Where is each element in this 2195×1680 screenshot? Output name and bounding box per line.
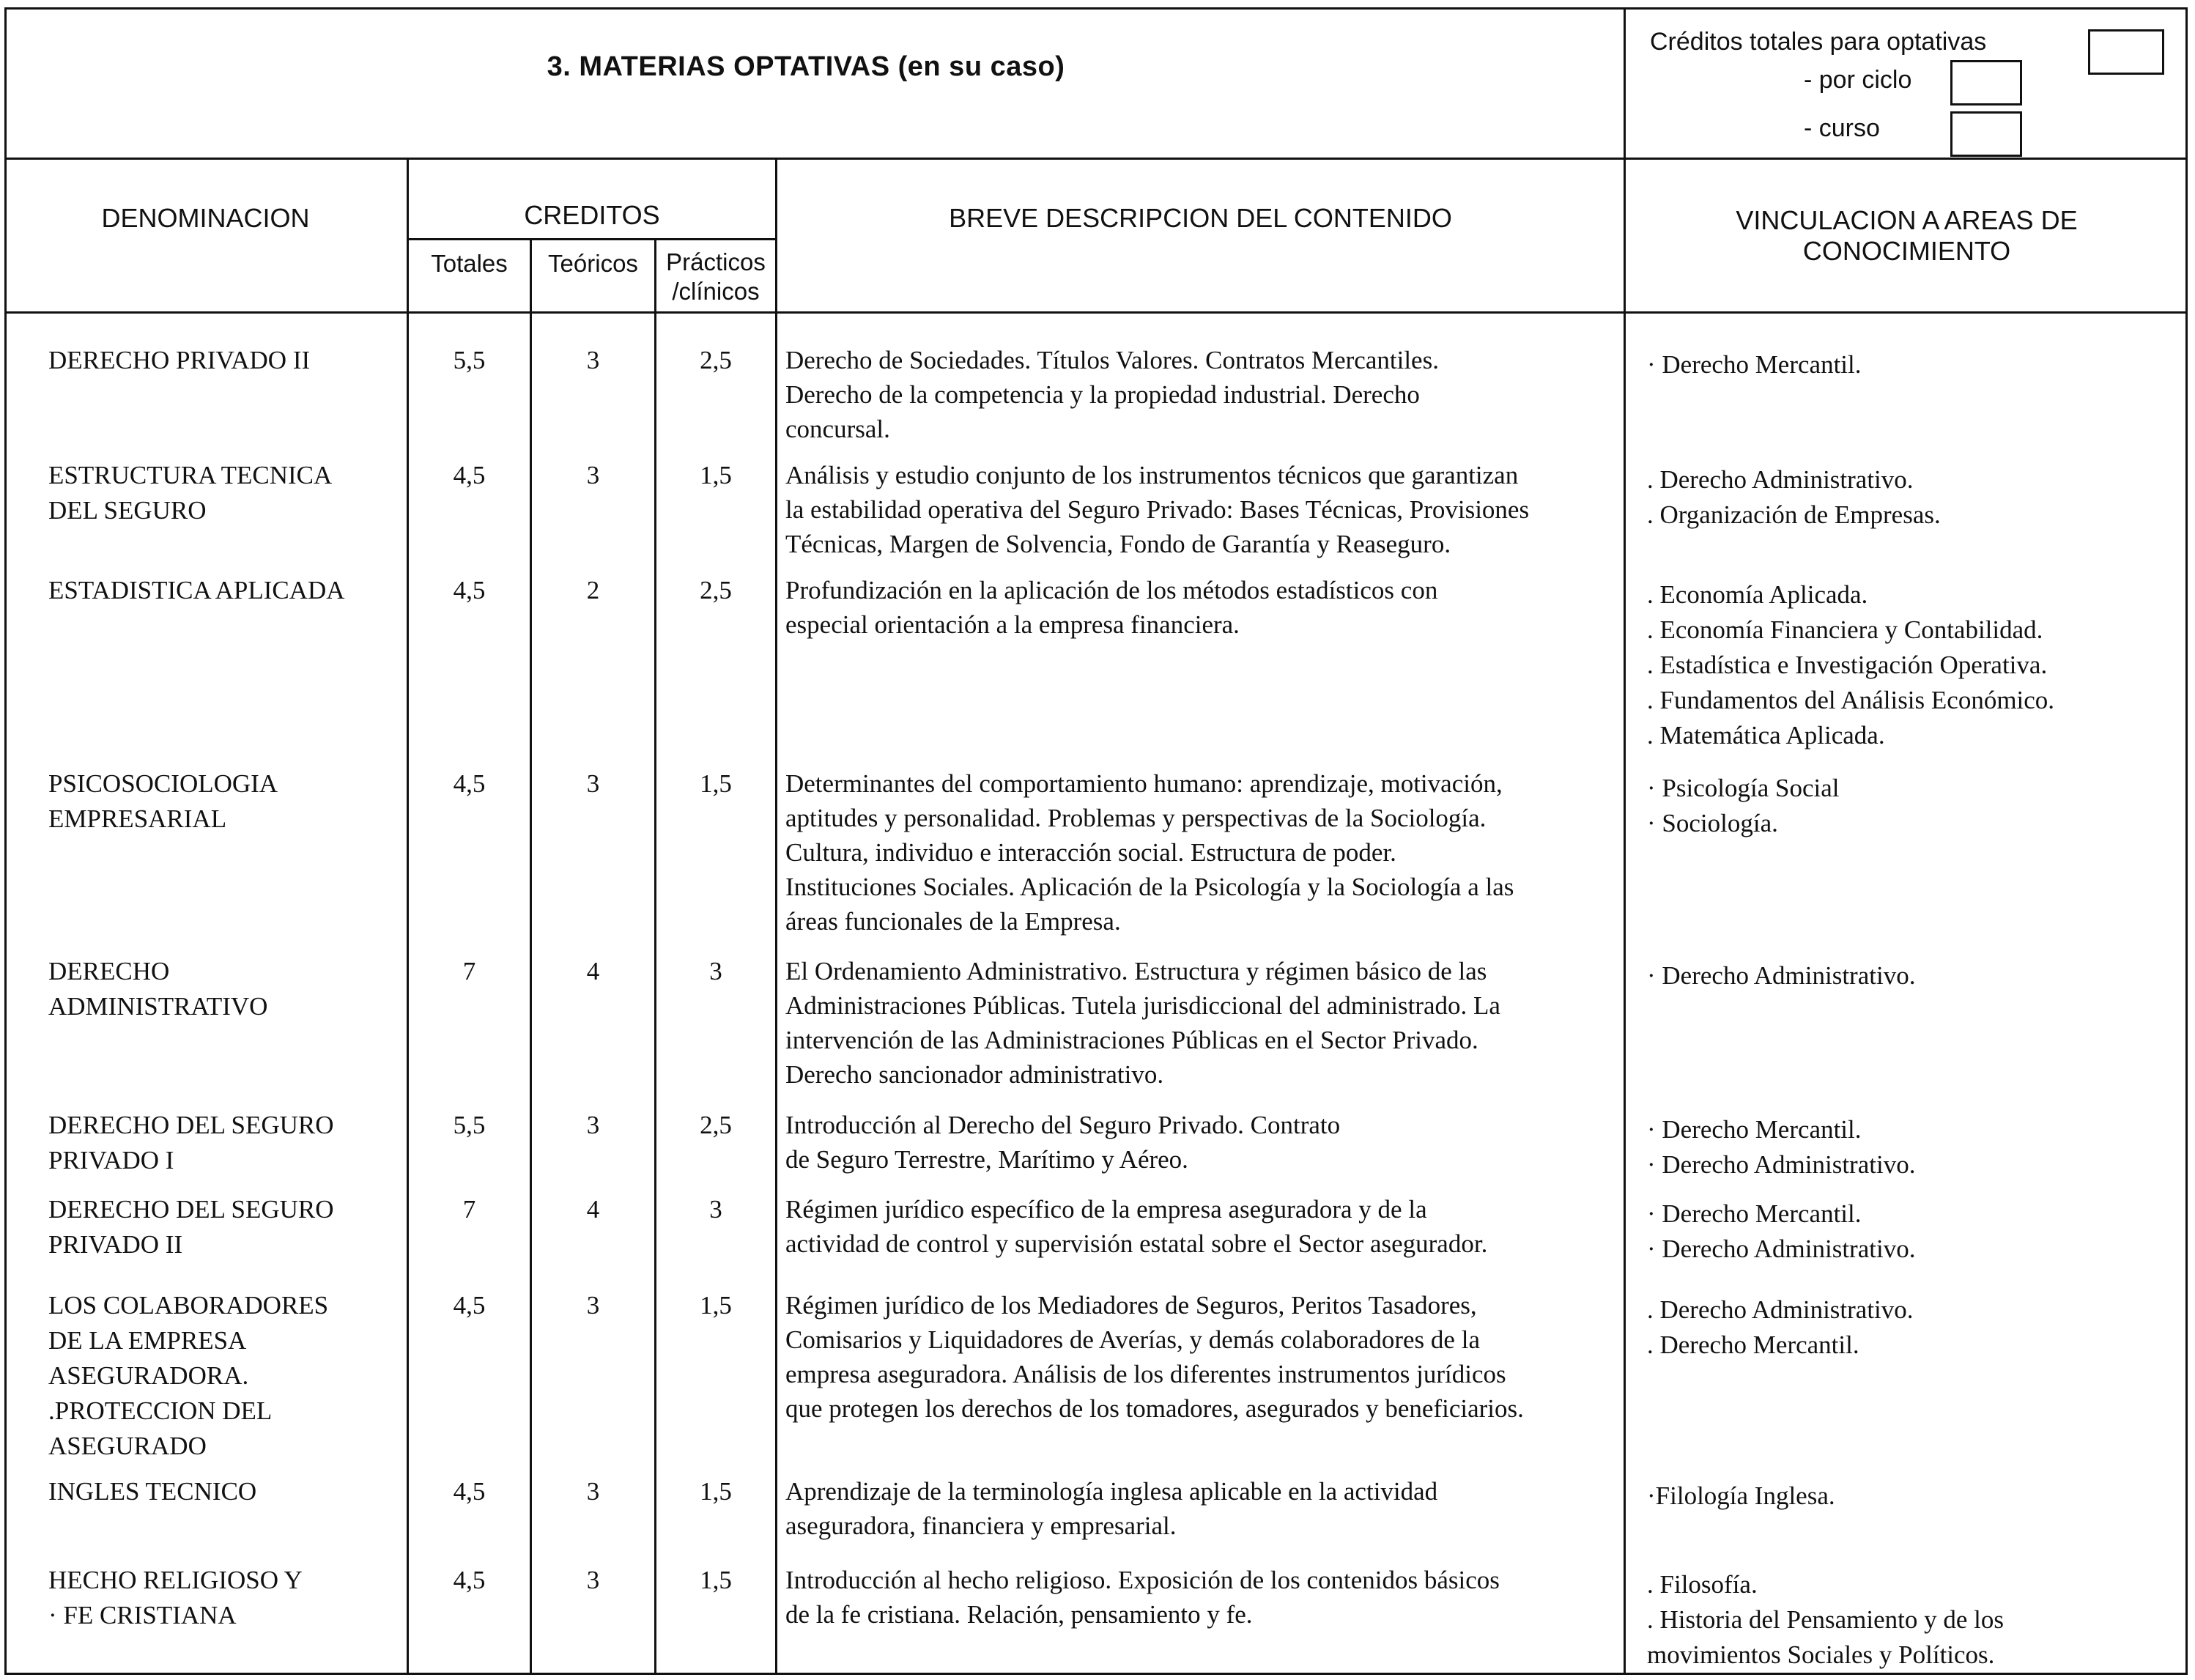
col-header-vinculacion: [1626, 205, 2188, 267]
denominacion-line: PSICOSOCIOLOGIA: [48, 769, 278, 798]
denominacion-line: ESTADISTICA APLICADA: [48, 576, 345, 604]
area-item: . Filosofía.: [1647, 1570, 1758, 1599]
row-denominacion: [48, 1563, 303, 1633]
denominacion-line: ASEGURADO: [48, 1432, 207, 1460]
area-item: . Derecho Mercantil.: [1647, 1331, 1859, 1359]
row-descripcion: [785, 573, 1437, 642]
denominacion-line: DERECHO: [48, 957, 170, 985]
row-totales: 4,5: [453, 461, 486, 489]
area-item: . Derecho Administrativo.: [1647, 465, 1914, 494]
descripcion-line: Determinantes del comportamiento humano: aprendizaje, motivación,: [785, 769, 1503, 798]
row-totales: 7: [462, 957, 476, 985]
row-teoricos: 4: [586, 1195, 600, 1224]
row-descripcion: [785, 1288, 1524, 1426]
por-ciclo-box[interactable]: [1950, 60, 2022, 106]
col-header-vinculacion-line1: VINCULACION A AREAS DE: [1736, 205, 2078, 235]
page-title: 3. MATERIAS OPTATIVAS (en su caso): [547, 51, 1065, 82]
col-header-descripcion: BREVE DESCRIPCION DEL CONTENIDO: [949, 203, 1452, 233]
row-vinculacion: [1647, 1567, 2004, 1673]
row-descripcion: [785, 766, 1514, 939]
area-item: · Derecho Mercantil.: [1647, 1199, 1862, 1228]
denominacion-line: DERECHO DEL SEGURO: [48, 1111, 334, 1139]
area-item: . Economía Aplicada.: [1647, 580, 1868, 609]
area-item: . Historia del Pensamiento y de los: [1647, 1605, 2005, 1634]
header-divider: [4, 158, 2188, 160]
row-practicos: 3: [709, 957, 722, 985]
row-descripcion: [785, 954, 1500, 1092]
col-header-practicos: [656, 248, 775, 306]
descripcion-line: Derecho de la competencia y la propiedad industrial. Derecho: [785, 380, 1420, 409]
descripcion-line: aseguradora, financiera y empresarial.: [785, 1511, 1177, 1540]
descripcion-line: actividad de control y supervisión estatal sobre el Sector asegurador.: [785, 1229, 1488, 1258]
area-item: · Psicología Social: [1647, 774, 1840, 802]
row-descripcion: [785, 458, 1529, 561]
area-item: . Estadística e Investigación Operativa.: [1647, 651, 2048, 679]
row-descripcion: [785, 343, 1439, 446]
row-vinculacion: [1647, 958, 1915, 993]
descripcion-line: de Seguro Terrestre, Marítimo y Aéreo.: [785, 1145, 1188, 1174]
row-totales: 7: [462, 1195, 476, 1224]
descripcion-line: Régimen jurídico específico de la empresa aseguradora y de la: [785, 1195, 1427, 1224]
denominacion-line: .PROTECCION DEL: [48, 1396, 273, 1425]
denominacion-line: · FE CRISTIANA: [48, 1601, 237, 1629]
row-totales: 5,5: [453, 1111, 486, 1139]
descripcion-line: Derecho de Sociedades. Títulos Valores. Contratos Mercantiles.: [785, 346, 1439, 374]
row-vinculacion: [1647, 1292, 1914, 1363]
row-teoricos: 3: [586, 769, 600, 798]
area-item: · Derecho Mercantil.: [1647, 350, 1862, 379]
row-practicos: 1,5: [700, 1291, 732, 1320]
area-item: . Fundamentos del Análisis Económico.: [1647, 686, 2055, 714]
row-denominacion: [48, 766, 278, 837]
row-totales: 4,5: [453, 1291, 486, 1320]
denominacion-line: ADMINISTRATIVO: [48, 992, 268, 1021]
creditos-totales-label: Créditos totales para optativas: [1650, 28, 1987, 56]
area-item: · Derecho Administrativo.: [1647, 1150, 1916, 1179]
descripcion-line: Introducción al Derecho del Seguro Privado. Contrato: [785, 1111, 1341, 1139]
row-teoricos: 3: [586, 1566, 600, 1594]
area-item: · Sociología.: [1647, 809, 1778, 837]
row-descripcion: [785, 1563, 1500, 1632]
col-header-denominacion: DENOMINACION: [101, 203, 310, 233]
denominacion-line: ESTRUCTURA TECNICA: [48, 461, 333, 489]
descripcion-line: Comisarios y Liquidadores de Averías, y demás colaboradores de la: [785, 1325, 1480, 1354]
denominacion-line: LOS COLABORADORES: [48, 1291, 329, 1320]
denominacion-line: DE LA EMPRESA: [48, 1326, 247, 1355]
row-practicos: 2,5: [700, 1111, 732, 1139]
row-teoricos: 3: [586, 1111, 600, 1139]
row-denominacion: [48, 573, 345, 608]
descripcion-line: Instituciones Sociales. Aplicación de la Psicología y la Sociología a las: [785, 873, 1514, 901]
row-denominacion: [48, 1474, 256, 1509]
descripcion-line: Técnicas, Margen de Solvencia, Fondo de Garantía y Reaseguro.: [785, 530, 1451, 558]
row-teoricos: 3: [586, 1291, 600, 1320]
area-item: . Derecho Administrativo.: [1647, 1295, 1914, 1324]
col-divider-practicos: [775, 158, 777, 1675]
creditos-subheader-divider: [407, 238, 777, 240]
descripcion-line: especial orientación a la empresa financiera.: [785, 610, 1240, 639]
denominacion-line: DERECHO DEL SEGURO: [48, 1195, 334, 1224]
denominacion-line: DEL SEGURO: [48, 496, 207, 525]
row-denominacion: [48, 1288, 328, 1464]
row-totales: 4,5: [453, 769, 486, 798]
denominacion-line: EMPRESARIAL: [48, 804, 227, 833]
descripcion-line: concursal.: [785, 415, 890, 443]
descripcion-line: de la fe cristiana. Relación, pensamiento y fe.: [785, 1600, 1253, 1629]
col-header-totales: Totales: [431, 250, 508, 277]
descripcion-line: Cultura, individuo e interacción social. Estructura de poder.: [785, 838, 1396, 867]
row-teoricos: 3: [586, 346, 600, 374]
row-vinculacion: [1647, 1479, 1835, 1514]
row-practicos: 1,5: [700, 1477, 732, 1506]
denominacion-line: ASEGURADORA.: [48, 1361, 249, 1390]
col-header-practicos-line1: Prácticos: [666, 248, 766, 275]
row-teoricos: 3: [586, 1477, 600, 1506]
area-item: · Derecho Administrativo.: [1647, 1235, 1916, 1263]
creditos-totales-box[interactable]: [2088, 29, 2164, 75]
descripcion-line: Aprendizaje de la terminología inglesa aplicable en la actividad: [785, 1477, 1438, 1506]
descripcion-line: intervención de las Administraciones Públicas en el Sector Privado.: [785, 1026, 1478, 1054]
denominacion-line: PRIVADO I: [48, 1146, 174, 1174]
row-practicos: 2,5: [700, 346, 732, 374]
descripcion-line: empresa aseguradora. Análisis de los diferentes instrumentos jurídicos: [785, 1360, 1506, 1388]
denominacion-line: HECHO RELIGIOSO Y: [48, 1566, 303, 1594]
column-header-divider: [4, 311, 2188, 314]
descripcion-line: aptitudes y personalidad. Problemas y perspectivas de la Sociología.: [785, 804, 1487, 832]
descripcion-line: Análisis y estudio conjunto de los instrumentos técnicos que garantizan: [785, 461, 1519, 489]
area-item: ·Filología Inglesa.: [1647, 1481, 1835, 1510]
row-vinculacion: [1647, 347, 1862, 382]
area-item: . Organización de Empresas.: [1647, 500, 1941, 529]
descripcion-line: la estabilidad operativa del Seguro Privado: Bases Técnicas, Provisiones: [785, 495, 1530, 524]
row-vinculacion: [1647, 1112, 1915, 1183]
row-teoricos: 2: [586, 576, 600, 604]
row-denominacion: [48, 954, 267, 1024]
row-practicos: 1,5: [700, 461, 732, 489]
row-denominacion: [48, 1192, 334, 1262]
denominacion-line: PRIVADO II: [48, 1230, 183, 1259]
col-header-teoricos: Teóricos: [548, 250, 638, 277]
col-header-vinculacion-line2: CONOCIMIENTO: [1802, 236, 2011, 266]
descripcion-line: El Ordenamiento Administrativo. Estructura y régimen básico de las: [785, 957, 1487, 985]
row-denominacion: [48, 458, 332, 528]
por-ciclo-label: - por ciclo: [1804, 66, 1912, 94]
row-descripcion: [785, 1474, 1437, 1543]
curso-box[interactable]: [1950, 111, 2022, 157]
row-totales: 4,5: [453, 576, 486, 604]
area-item: . Matemática Aplicada.: [1647, 721, 1885, 750]
area-item: . Economía Financiera y Contabilidad.: [1647, 615, 2043, 644]
area-item: movimientos Sociales y Políticos.: [1647, 1640, 1995, 1669]
row-vinculacion: [1647, 771, 1839, 841]
row-teoricos: 4: [586, 957, 600, 985]
descripcion-line: áreas funcionales de la Empresa.: [785, 907, 1121, 936]
row-descripcion: [785, 1192, 1487, 1261]
row-totales: 4,5: [453, 1566, 486, 1594]
row-denominacion: [48, 343, 310, 378]
descripcion-line: Administraciones Públicas. Tutela jurisdiccional del administrado. La: [785, 991, 1500, 1020]
row-descripcion: [785, 1108, 1340, 1177]
row-practicos: 2,5: [700, 576, 732, 604]
descripcion-line: Introducción al hecho religioso. Exposición de los contenidos básicos: [785, 1566, 1500, 1594]
curso-label: - curso: [1804, 114, 1880, 142]
row-teoricos: 3: [586, 461, 600, 489]
col-divider-denominacion: [407, 158, 409, 1675]
area-item: · Derecho Mercantil.: [1647, 1115, 1862, 1144]
denominacion-line: DERECHO PRIVADO II: [48, 346, 311, 374]
row-practicos: 1,5: [700, 769, 732, 798]
descripcion-line: que protegen los derechos de los tomadores, asegurados y beneficiarios.: [785, 1394, 1524, 1423]
row-practicos: 3: [709, 1195, 722, 1224]
row-vinculacion: [1647, 577, 2054, 753]
col-header-creditos: CREDITOS: [524, 200, 660, 230]
denominacion-line: INGLES TECNICO: [48, 1477, 257, 1506]
area-item: · Derecho Administrativo.: [1647, 961, 1916, 990]
row-totales: 4,5: [453, 1477, 486, 1506]
descripcion-line: Profundización en la aplicación de los métodos estadísticos con: [785, 576, 1438, 604]
row-denominacion: [48, 1108, 334, 1178]
row-totales: 5,5: [453, 346, 486, 374]
descripcion-line: Régimen jurídico de los Mediadores de Seguros, Peritos Tasadores,: [785, 1291, 1477, 1320]
row-vinculacion: [1647, 462, 1941, 533]
row-vinculacion: [1647, 1196, 1915, 1267]
row-practicos: 1,5: [700, 1566, 732, 1594]
col-header-practicos-line2: /clínicos: [672, 278, 760, 305]
descripcion-line: Derecho sancionador administrativo.: [785, 1060, 1164, 1089]
